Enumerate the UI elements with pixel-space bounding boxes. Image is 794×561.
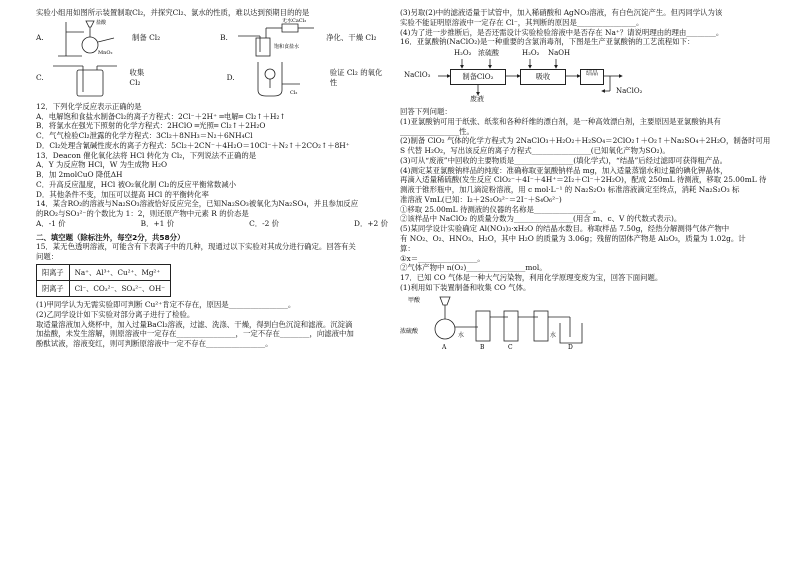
ion-table-head-anion: 阴离子 xyxy=(37,281,70,297)
right-column xyxy=(400,8,772,351)
q12-option-d: D．Cl₂处理含氰碱性废水的离子方程式：5Cl₂＋2CN⁻＋4H₂O＝10Cl⁻＋N₂↑＋2CO₂↑＋8H⁺ xyxy=(36,140,350,150)
label-a: A xyxy=(442,343,447,351)
q11-option-b-caption: 净化、干燥 Cl₂ xyxy=(326,32,377,42)
q17-apparatus xyxy=(400,293,772,351)
flow-input-naoh: NaOH xyxy=(548,49,571,58)
q16-part-4-sub-2: ②该样品中 NaClO₂ 的质量分数为________________(用含 m、c、V 的代数式表示)。 xyxy=(400,214,682,224)
q16-part-1: (1)亚氯酸钠可用于纸张、纸浆和各种纤维的漂白剂，是一种高效漂白剂，主要原因是亚氯酸钠具有 xyxy=(400,116,721,126)
flow-waste: 废液 xyxy=(470,95,484,104)
q11-option-c-letter: C. xyxy=(36,72,44,82)
ion-table-anions: Cl⁻、CO₃²⁻、SO₄²⁻、OH⁻ xyxy=(69,281,170,297)
label-c: C xyxy=(508,343,513,351)
flow-input-h2o2-1: H₂O₂ xyxy=(454,49,472,58)
q16-part-4-line-2: 再滴入适量稀硫酸(发生反应 ClO₂⁻＋4I⁻＋4H⁺＝2I₂＋Cl⁻＋2H₂O)，配成 250mL 待测液，移取 25.00mL 待 xyxy=(400,175,767,185)
apparatus-c-icon xyxy=(53,58,121,98)
q16-part-5-sub-2: ②气体产物中 n(O₂)________________mol。 xyxy=(400,263,547,273)
table-row xyxy=(37,265,171,281)
q11-figure-row-1 xyxy=(36,18,388,58)
q11-option-a-caption: 制备 Cl₂ xyxy=(132,32,161,42)
q14-line-2: 的RO₂与SO₃²⁻的个数比为 1：2，则还原产物中元素 R 的价态是 xyxy=(36,209,249,219)
q13-stem: 13．Deacon 催化氧化法将 HCl 转化为 Cl₂，下列说法不正确的是 xyxy=(36,150,257,160)
section-2-heading: 二、填空题（除标注外，每空2分，共58分） xyxy=(36,232,185,242)
q16-part-5: (5)某同学设计实验确定 Al(NO₃)₃·xH₂O 的结晶水数目。称取样品 7.50g，经热分解测得气体产物中 xyxy=(400,224,730,234)
q13-option-d: D．其他条件不变，加压可以提高 HCl 的平衡转化率 xyxy=(36,189,209,199)
apparatus-b-cacl2-label: 无水CaCl₂ xyxy=(282,17,307,24)
q16-part-5-sub-1: ①x＝________________。 xyxy=(400,253,485,263)
q14-option-c: C．-2 价 xyxy=(249,218,280,228)
q16-part-4-line-4: 准溶液 VmL(已知：I₂＋2S₂O₃²⁻＝2I⁻＋S₄O₆²⁻) xyxy=(400,194,562,204)
ion-table-cations: Na⁺、Al³⁺、Cu²⁺、Mg²⁺ xyxy=(69,265,170,281)
flow-box-prepare: 制备ClO₂ xyxy=(450,69,506,85)
q14-option-b: B．+1 价 xyxy=(140,218,175,228)
q11-option-c-caption: 收集 Cl₂ xyxy=(129,68,145,87)
q16-part-3: (3)可从“废液”中回收的主要物质是________________(填化学式)，“结晶”后经过滤即可获得粗产品。 xyxy=(400,155,727,165)
q16-part-5-line-2: 有 NO₂、O₂、HNO₃、H₂O，其中 H₂O 的质量为 3.06g；残留的固体产物是 Al₂O₃，质量为 1.02g。计 xyxy=(400,234,746,244)
q14-line-1: 14．某含RO₂的溶液与Na₂SO₃溶液恰好反应完全，已知Na₂SO₃被氧化为Na₂SO₄，并且参加反应 xyxy=(36,199,359,209)
apparatus-d-cl2-label: Cl₂ xyxy=(290,89,298,96)
q16-part-1-blank: ________________性。 xyxy=(400,126,474,136)
q12-option-b: B．将氯水在强光下照射的化学方程式：2HClO ═光照═ Cl₂↑＋2H₂O xyxy=(36,121,266,131)
co-generation-apparatus-icon xyxy=(400,293,600,351)
q14-option-a: A．-1 价 xyxy=(36,218,66,228)
apparatus-a-acid-label: 盐酸 xyxy=(96,19,107,26)
q16-answer-prompt: 回答下列问题： xyxy=(400,107,452,117)
q11-figure-row-2 xyxy=(36,58,388,98)
q17-part-1: (1)利用如下装置制备和收集 CO 气体。 xyxy=(400,282,531,292)
q11-option-d-caption: 验证 Cl₂ 的氧化性 xyxy=(329,68,383,87)
flow-box-crystallize: 结晶 xyxy=(580,69,604,85)
flow-product: NaClO₂ xyxy=(616,87,643,96)
label-formic-acid: 甲酸 xyxy=(408,296,421,304)
left-column xyxy=(36,8,388,349)
q12-stem: 12．下列化学反应表示正确的是 xyxy=(36,101,142,111)
q13-option-a: A．Y 为反应物 HCl，W 为生成物 H₂O xyxy=(36,160,168,170)
q16-part-2: (2)制备 ClO₂ 气体的化学方程式为 2NaClO₃＋H₂O₂＋H₂SO₄＝2ClO₂↑＋O₂↑＋Na₂SO₄＋2H₂O，制备时可用 xyxy=(400,136,771,146)
q15-part-3-line-2: 实验不能证明原溶液中一定存在 Cl⁻，其判断的原因是________________。 xyxy=(400,17,644,27)
flow-start: NaClO₃ xyxy=(404,71,431,80)
q11-option-a-letter: A. xyxy=(36,32,44,42)
apparatus-d-icon xyxy=(244,58,322,98)
label-conc-sulfuric-acid: 浓硫酸 xyxy=(400,327,419,335)
q17-stem: 17．已知 CO 气体是一种大气污染物，利用化学原理变废为宝，回答下面问题。 xyxy=(400,273,663,283)
apparatus-a-mno2-label: MnO₂ xyxy=(98,49,113,56)
ion-table xyxy=(36,264,171,297)
q15-part-2: (2)乙同学设计如下实验对部分离子进行了检验。 xyxy=(36,309,195,319)
q15-part-2-line-3: 酚酞试液，溶液变红，则可判断原溶液中一定不存在________________。 xyxy=(36,339,273,349)
q11-option-b-letter: B. xyxy=(220,32,228,42)
label-water-2: 水 xyxy=(550,331,557,339)
q16-part-4-sub-1: ①移取 25.00mL 待测液的仪器的名称是________________。 xyxy=(400,204,601,214)
q16-part-5-line-3: 算： xyxy=(400,243,415,253)
q15-part-4: (4)为了进一步推断后，是否还需设计实验检验溶液中是否存在 Na⁺？请说明理由的理由________。 xyxy=(400,27,724,37)
ion-table-head-cation: 阳离子 xyxy=(37,265,70,281)
q15-part-3-line-1: (3)另取(2)中的滤液适量于试管中，加入稀硝酸和 AgNO₃溶液，有白色沉淀产生。但丙同学认为该 xyxy=(400,8,723,17)
q16-part-4: (4)测定某亚氯酸钠样品的纯度：准确称取亚氯酸钠样品 mg，加入适量蒸馏水和过量的碘化钾晶体， xyxy=(400,165,728,175)
q14-options xyxy=(36,219,388,229)
label-d: D xyxy=(568,343,573,351)
q12-option-a: A．电解饱和食盐水制备Cl₂的离子方程式：2Cl⁻＋2H⁺ ═电解═ Cl₂↑＋H₂↑ xyxy=(36,111,286,121)
q15-part-1: (1)甲同学认为无需实验即可判断 Cu²⁺肯定不存在，原因是________________。 xyxy=(36,300,296,310)
apparatus-b-brine-label: 饱和食盐水 xyxy=(274,43,300,50)
q11-intro: 实验小组用如图所示装置制取Cl₂，并探究Cl₂、氯水的性质，难以达到预期目的的是 xyxy=(36,8,310,17)
q16-part-4-line-3: 测液于锥形瓶中，加几滴淀粉溶液，用 c mol·L⁻¹ 的 Na₂S₂O₃ 标准溶液滴定至终点，消耗 Na₂S₂O₃ 标 xyxy=(400,185,740,195)
label-b: B xyxy=(480,343,485,351)
flow-input-h2so4: 浓硫酸 xyxy=(478,49,499,58)
flow-box-absorb: 吸收 xyxy=(520,69,566,85)
q15-line-1: 15．某无色透明溶液，可能含有下表离子中的几种，现通过以下实验对其成分进行确定。回答有关 xyxy=(36,242,356,252)
q15-line-2: 问题： xyxy=(36,252,59,262)
apparatus-a-icon xyxy=(54,18,124,58)
q13-option-b: B．加 2molCuO 降低ΔH xyxy=(36,170,123,180)
q12-option-c: C．气气检验Cl₂泄露的化学方程式：3Cl₂＋8NH₃＝N₂＋6NH₄Cl xyxy=(36,131,253,141)
q14-option-d: D．+2 价 xyxy=(354,218,388,228)
table-row xyxy=(37,281,171,297)
flow-input-h2o2-2: H₂O₂ xyxy=(522,49,540,58)
q16-flow-diagram xyxy=(400,47,772,107)
q16-stem: 16．亚氯酸钠(NaClO₂)是一种重要的含氯消毒剂，下图是生产亚氯酸钠的工艺流程如下： xyxy=(400,37,695,47)
apparatus-b-icon xyxy=(238,18,318,58)
q15-part-2-line-1: 取适量溶液加入烧杯中，加入过量BaCl₂溶液，过滤、洗涤、干燥，得到白色沉淀和滤液。沉淀滴 xyxy=(36,319,353,329)
q15-part-2-line-2: 加盐酸，未发生溶解，则原溶液中一定存在________________，一定不存在________，向滤液中加 xyxy=(36,329,354,339)
label-water-1: 水 xyxy=(458,331,465,339)
q16-part-2-line-2: S 代替 H₂O₂，写出该反应的离子方程式________________(已知氧化产物为SO₂)。 xyxy=(400,146,670,156)
q11-option-d-letter: D. xyxy=(226,72,235,82)
q13-option-c: C．升高反应温度，HCl 被O₂氧化制 Cl₂的反应平衡常数减小 xyxy=(36,179,237,189)
